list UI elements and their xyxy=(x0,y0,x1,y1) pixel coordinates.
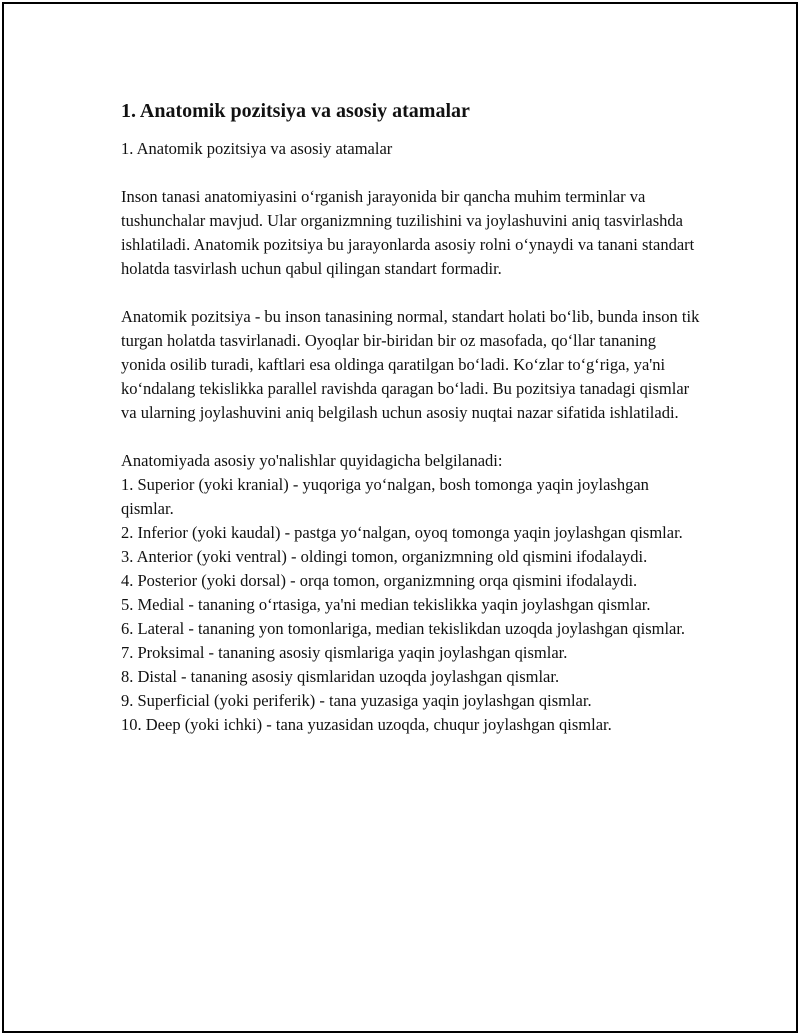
direction-item-lateral: 6. Lateral - tananing yon tomonlariga, median tekislikdan uzoqda joylashgan qismlar. xyxy=(121,619,686,638)
direction-item-deep: 10. Deep (yoki ichki) - tana yuzasidan uzoqda, chuqur joylashgan qismlar. xyxy=(121,715,612,734)
intro-paragraph: Inson tanasi anatomiyasini o‘rganish jarayonida bir qancha muhim terminlar va tushunchalar mavjud. Ular organizmning tuzilishini va joylashuvini aniq tasvirlashda ishlatiladi. Anatomik pozitsiya bu jarayonlarda asosiy rolni o‘ynaydi va tanani standart holatda tasvirlash uchun qabul qilingan standart formadir. xyxy=(121,187,695,278)
directions-intro: Anatomiyada asosiy yo'nalishlar quyidagicha belgilanadi: xyxy=(121,451,503,470)
directions-list xyxy=(121,473,701,737)
direction-item-posterior: 4. Posterior (yoki dorsal) - orqa tomon, organizmning orqa qismini ifodalaydi. xyxy=(121,571,638,590)
page-frame xyxy=(2,2,798,1033)
document-title: 1. Anatomik pozitsiya va asosiy atamalar xyxy=(121,100,470,122)
document-body xyxy=(121,98,701,737)
direction-item-superior: 1. Superior (yoki kranial) - yuqoriga yo‘nalgan, bosh tomonga yaqin joylashgan qismlar. xyxy=(121,475,649,518)
direction-item-medial: 5. Medial - tananing o‘rtasiga, ya'ni median tekislikka yaqin joylashgan qismlar. xyxy=(121,595,651,614)
anatomical-position-paragraph: Anatomik pozitsiya - bu inson tanasining normal, standart holati bo‘lib, bunda inson tik turgan holatda tasvirlanadi. Oyoqlar bir-biridan bir oz masofada, qo‘llar tananing yonida osilib turadi, kaftlari esa oldinga qaratilgan bo‘ladi. Ko‘zlar to‘g‘riga, ya'ni ko‘ndalang tekislikka parallel ravishda qaragan bo‘ladi. Bu pozitsiya tanadagi qismlar va ularning joylashuvini aniq belgilash uchun asosiy nuqtai nazar sifatida ishlatiladi. xyxy=(121,307,700,422)
document-subtitle: 1. Anatomik pozitsiya va asosiy atamalar xyxy=(121,139,393,158)
direction-item-anterior: 3. Anterior (yoki ventral) - oldingi tomon, organizmning old qismini ifodalaydi. xyxy=(121,547,648,566)
direction-item-distal: 8. Distal - tananing asosiy qismlaridan uzoqda joylashgan qismlar. xyxy=(121,667,560,686)
direction-item-inferior: 2. Inferior (yoki kaudal) - pastga yo‘nalgan, oyoq tomonga yaqin joylashgan qismlar. xyxy=(121,523,683,542)
direction-item-proximal: 7. Proksimal - tananing asosiy qismlariga yaqin joylashgan qismlar. xyxy=(121,643,568,662)
direction-item-superficial: 9. Superficial (yoki periferik) - tana yuzasiga yaqin joylashgan qismlar. xyxy=(121,691,592,710)
